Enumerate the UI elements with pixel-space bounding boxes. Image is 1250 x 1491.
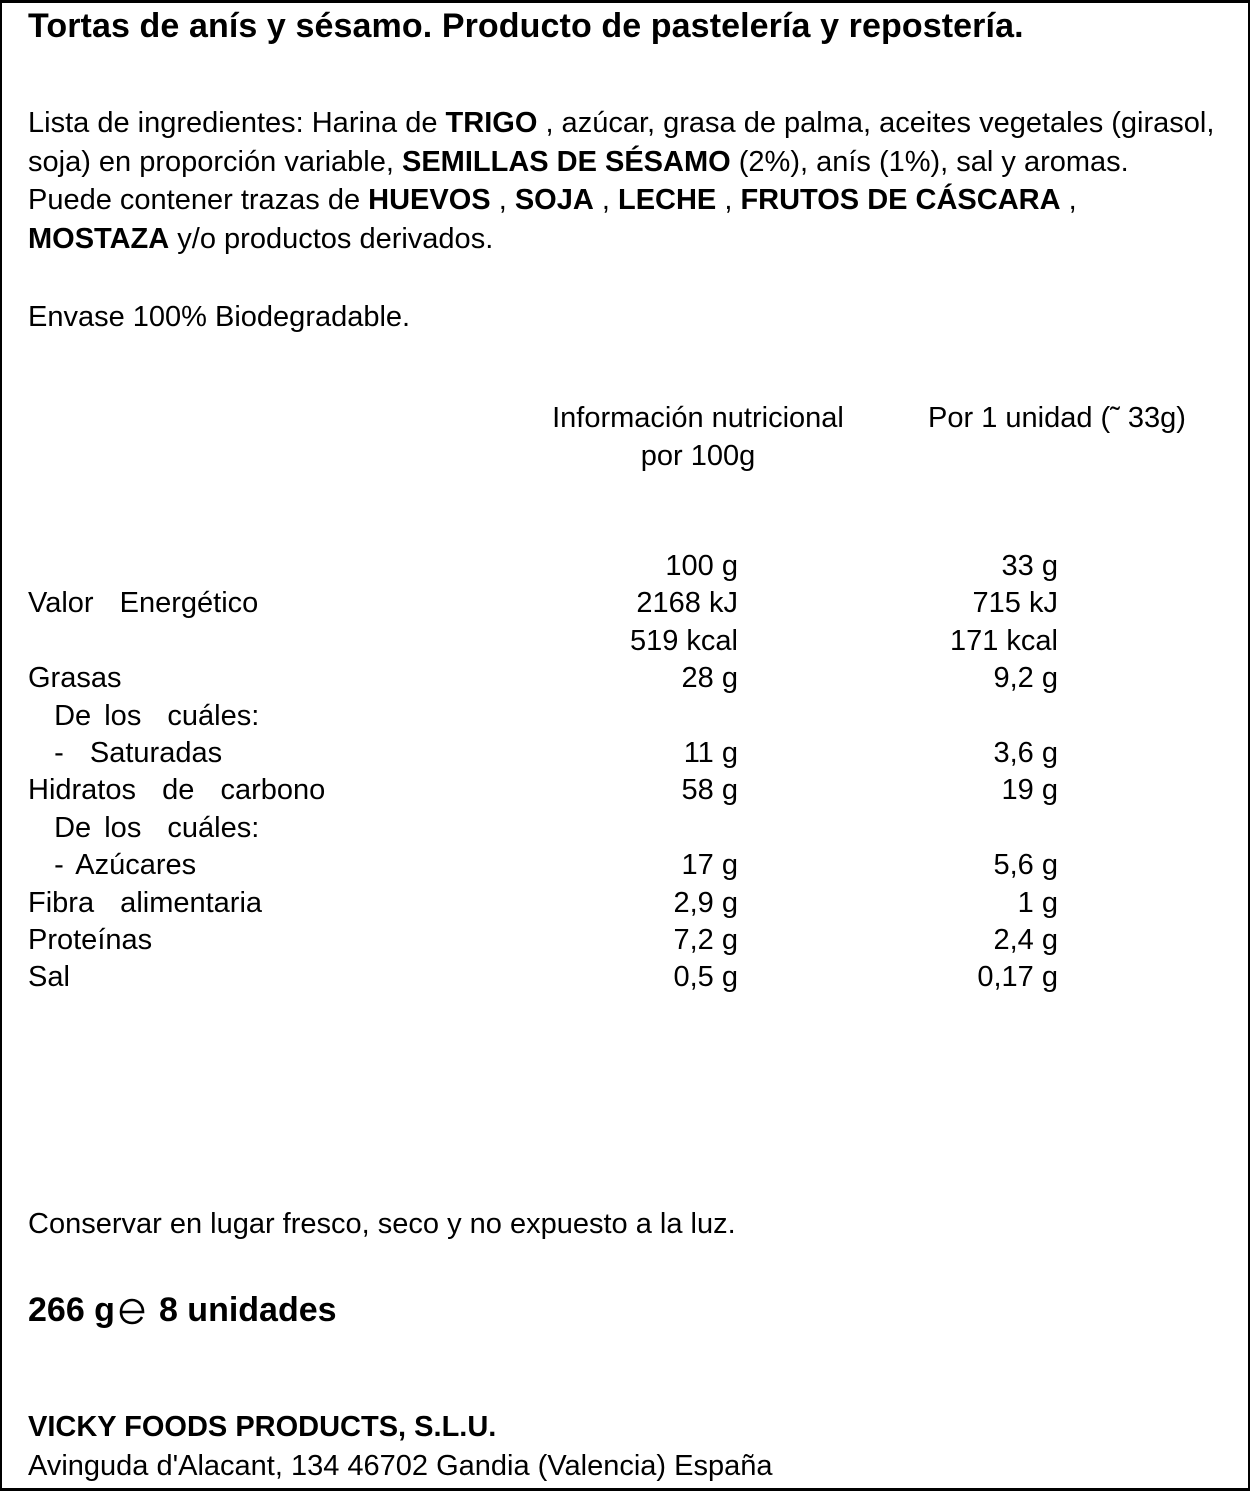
nutrient-name: Proteínas: [28, 924, 153, 956]
allergen-sesamo: SEMILLAS DE SÉSAMO: [401, 145, 731, 178]
nutrition-header-100g-line2: por 100g: [640, 440, 756, 472]
ingredients-text: ,: [490, 184, 515, 216]
value-per-100g: 28 g: [681, 662, 738, 695]
nutrition-row: [2, 887, 1250, 925]
estimated-sign-icon: [117, 1296, 147, 1326]
value-per-unit: 33 g: [1001, 550, 1058, 582]
nutrient-name: - Saturadas: [28, 737, 223, 769]
storage-note: Conservar en lugar fresco, seco y no expuesto a la luz.: [28, 1208, 736, 1240]
allergen-huevos: HUEVOS: [368, 184, 491, 216]
unit-count: 8 unidades: [158, 1291, 337, 1329]
allergen-frutos: FRUTOS DE CÁSCARA: [740, 184, 1061, 216]
allergen-mostaza: MOSTAZA: [28, 222, 170, 255]
nutrient-name: Hidratos de carbono: [28, 774, 326, 807]
net-weight: 266 g: [28, 1291, 115, 1329]
allergen-soja: SOJA: [514, 184, 594, 216]
value-per-100g: 2,9 g: [673, 886, 738, 919]
nutrient-name: Fibra alimentaria: [28, 886, 263, 919]
nutrient-name: - Azúcares: [28, 849, 197, 882]
value-per-unit: 171 kcal: [949, 624, 1058, 657]
nutrient-name: Valor Energético: [28, 587, 259, 620]
nutrition-row: [2, 812, 1250, 850]
value-per-unit: 5,6 g: [993, 849, 1058, 882]
ingredients-text: ,: [716, 184, 741, 216]
company-address: Avinguda d'Alacant, 134 46702 Gandia (Valencia) España: [28, 1450, 773, 1482]
value-per-unit: 1 g: [1017, 886, 1058, 919]
value-per-100g: 17 g: [681, 849, 738, 882]
value-per-unit: 9,2 g: [993, 662, 1058, 695]
nutrition-row: [2, 662, 1250, 700]
value-per-100g: 100 g: [665, 550, 738, 582]
value-per-100g: 0,5 g: [673, 961, 738, 994]
value-per-100g: 2168 kJ: [636, 587, 738, 620]
nutrition-row: [2, 625, 1250, 663]
allergen-leche: LECHE: [617, 184, 717, 216]
ingredients-text: ,: [1060, 184, 1077, 216]
nutrition-header-100g: [528, 399, 868, 475]
ingredients-text: Lista de ingredientes: Harina de: [28, 107, 446, 139]
nutrition-row: [2, 550, 1250, 588]
packaging-note: Envase 100% Biodegradable.: [28, 301, 411, 333]
value-per-100g: 11 g: [683, 737, 738, 769]
nutrition-row: [2, 587, 1250, 625]
nutrition-row: [2, 924, 1250, 962]
value-per-100g: 7,2 g: [673, 924, 738, 956]
allergen-trigo: TRIGO: [445, 107, 538, 139]
nutrient-name: Sal: [28, 961, 70, 994]
nutrition-header-unit: Por 1 unidad (˜ 33g): [928, 402, 1186, 434]
nutrition-header-100g-line1: Información nutricional: [552, 402, 844, 434]
nutrition-row: [2, 700, 1250, 738]
ingredients-text: ,: [593, 184, 618, 216]
nutrient-name: De los cuáles:: [28, 811, 260, 844]
value-per-unit: 3,6 g: [993, 737, 1058, 769]
ingredients-text: , azúcar, grasa de palma, aceites vegetales (girasol, soja) en proporción variable,: [28, 107, 1215, 178]
nutrition-row: [2, 961, 1250, 999]
value-per-100g: 519 kcal: [629, 624, 738, 657]
nutrition-row: [2, 774, 1250, 812]
nutrition-row: [2, 849, 1250, 887]
product-title: Tortas de anís y sésamo. Producto de pastelería y repostería.: [28, 7, 1024, 45]
nutrient-name: De los cuáles:: [28, 699, 260, 732]
company-name: VICKY FOODS PRODUCTS, S.L.U.: [28, 1411, 497, 1443]
value-per-unit: 0,17 g: [977, 961, 1058, 994]
ingredients-text: (2%), anís (1%), sal y aromas. Puede contener trazas de: [28, 145, 1129, 216]
value-per-unit: 2,4 g: [993, 924, 1058, 956]
value-per-100g: 58 g: [681, 774, 738, 807]
nutrient-name: Grasas: [28, 662, 122, 695]
value-per-unit: 715 kJ: [972, 587, 1058, 620]
net-weight-line: [28, 1291, 337, 1330]
value-per-unit: 19 g: [1001, 774, 1058, 807]
ingredients-list: [28, 104, 1218, 258]
ingredients-text: y/o productos derivados.: [169, 222, 494, 255]
nutrition-row: [2, 737, 1250, 775]
